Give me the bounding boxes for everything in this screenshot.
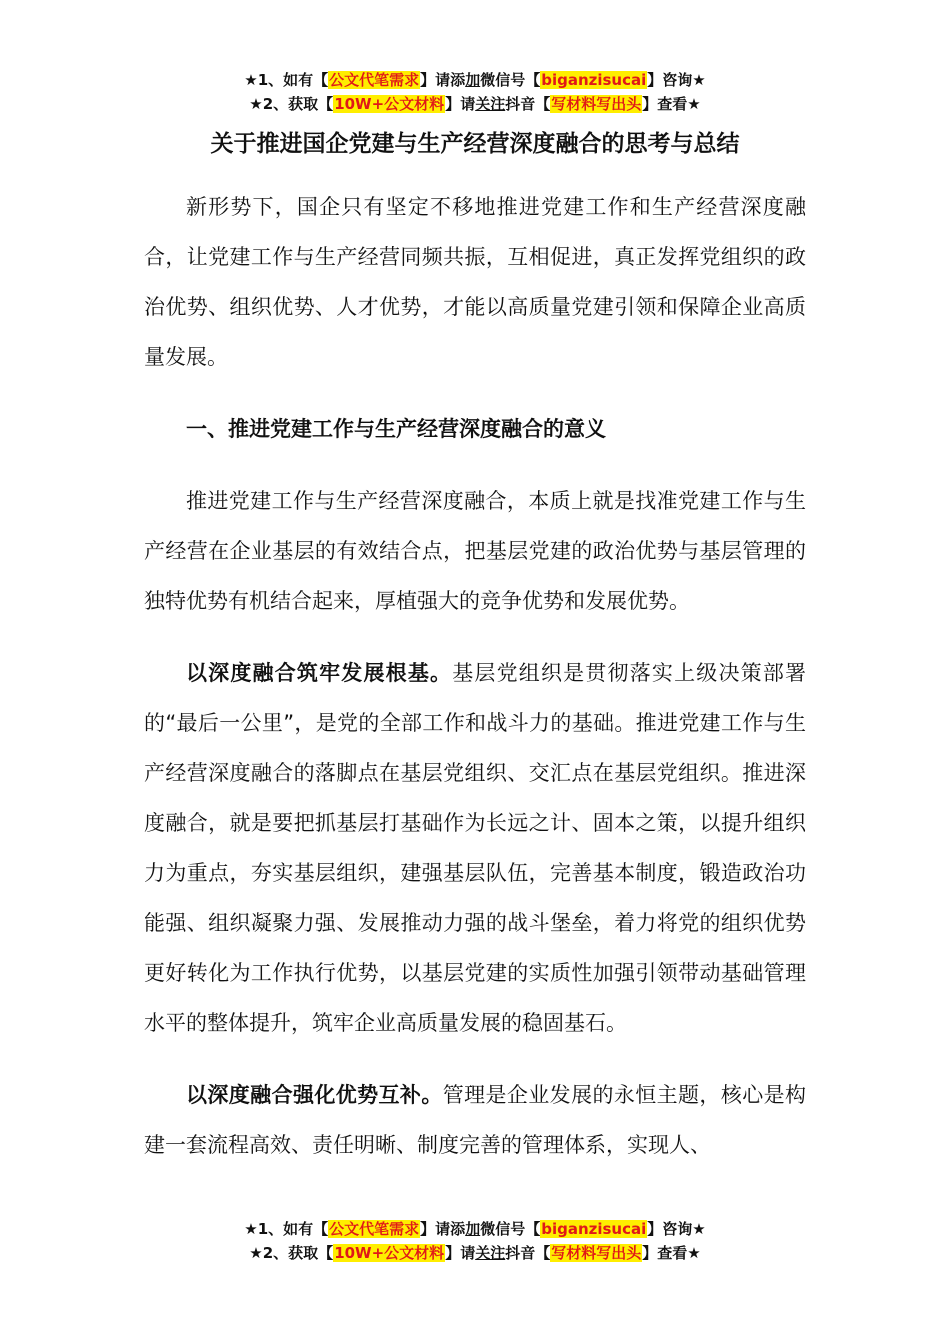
banner-text: ★2、获取【 <box>249 1244 334 1262</box>
paragraph-spacer <box>144 382 806 404</box>
banner-text: 】咨询★ <box>647 1220 706 1238</box>
paragraph-spacer <box>144 454 806 476</box>
banner-text: ★1、如有【 <box>244 1220 329 1238</box>
banner-text: 】查看★ <box>642 1244 701 1262</box>
highlight-wechat-id: biganzisucai <box>541 71 647 89</box>
highlight-materials: 10W+公文材料 <box>334 1244 445 1262</box>
banner-line-2 <box>0 1241 950 1265</box>
banner-text: 】查看★ <box>642 95 701 113</box>
paragraph-spacer <box>144 1048 806 1070</box>
banner-text: 抖音【 <box>505 95 551 113</box>
footer-banner <box>0 1217 950 1265</box>
banner-underlined-text: 关注 <box>475 1244 506 1262</box>
section-paragraph <box>144 648 806 1048</box>
highlight-douyin-account: 写材料写出头 <box>551 95 642 113</box>
banner-text: 】请添 <box>420 71 466 89</box>
banner-text: 微信号【 <box>480 1220 541 1238</box>
header-banner <box>0 68 950 116</box>
banner-text: 】请 <box>445 95 476 113</box>
paragraph-lead: 以深度融合强化优势互补。 <box>186 1083 443 1107</box>
banner-line-2 <box>0 92 950 116</box>
paragraph-lead: 以深度融合筑牢发展根基。 <box>186 661 453 685</box>
document-body <box>144 182 806 1170</box>
banner-line-1 <box>0 1217 950 1241</box>
banner-text: ★1、如有【 <box>244 71 329 89</box>
section-paragraph <box>144 1070 806 1170</box>
highlight-service: 公文代笔需求 <box>329 1220 420 1238</box>
banner-text: 】咨询★ <box>647 71 706 89</box>
intro-paragraph: 新形势下，国企只有坚定不移地推进党建工作和生产经营深度融合，让党建工作与生产经营同频共振，互相促进，真正发挥党组织的政治优势、组织优势、人才优势，才能以高质量党建引领和保障企业高质量发展。 <box>144 195 806 369</box>
banner-underlined-text: 加 <box>465 71 481 89</box>
banner-text: ★2、获取【 <box>249 95 334 113</box>
highlight-materials: 10W+公文材料 <box>334 95 445 113</box>
section-heading: 一、推进党建工作与生产经营深度融合的意义 <box>186 417 606 441</box>
banner-text: 抖音【 <box>505 1244 551 1262</box>
paragraph-spacer <box>144 626 806 648</box>
highlight-douyin-account: 写材料写出头 <box>551 1244 642 1262</box>
paragraph-body: 基层党组织是贯彻落实上级决策部署的“最后一公里”，是党的全部工作和战斗力的基础。推进党建工作与生产经营深度融合的落脚点在基层党组织、交汇点在基层党组织。推进深度融合，就是要把抓基层打基础作为长远之计、固本之策，以提升组织力为重点，夯实基层组织，建强基层队伍，完善基本制度，锻造政治功能强、组织凝聚力强、发展推动力强的战斗堡垒，着力将党的组织优势更好转化为工作执行优势，以基层党建的实质性加强引领带动基础管理水平的整体提升，筑牢企业高质量发展的稳固基石。 <box>144 661 807 1035</box>
banner-line-1 <box>0 68 950 92</box>
banner-text: 】请添 <box>420 1220 466 1238</box>
banner-text: 】请 <box>445 1244 476 1262</box>
highlight-service: 公文代笔需求 <box>329 71 420 89</box>
highlight-wechat-id: biganzisucai <box>541 1220 647 1238</box>
document-title: 关于推进国企党建与生产经营深度融合的思考与总结 <box>210 131 740 157</box>
section-paragraph: 推进党建工作与生产经营深度融合，本质上就是找准党建工作与生产经营在企业基层的有效结合点，把基层党建的政治优势与基层管理的独特优势有机结合起来，厚植强大的竞争优势和发展优势。 <box>144 489 806 613</box>
banner-underlined-text: 加 <box>465 1220 481 1238</box>
banner-underlined-text: 关注 <box>475 95 506 113</box>
paragraph-body: 管理是企业发展的永恒主题，核心是构建一套流程高效、责任明晰、制度完善的管理体系，实现人、 <box>144 1083 807 1157</box>
banner-text: 微信号【 <box>480 71 541 89</box>
